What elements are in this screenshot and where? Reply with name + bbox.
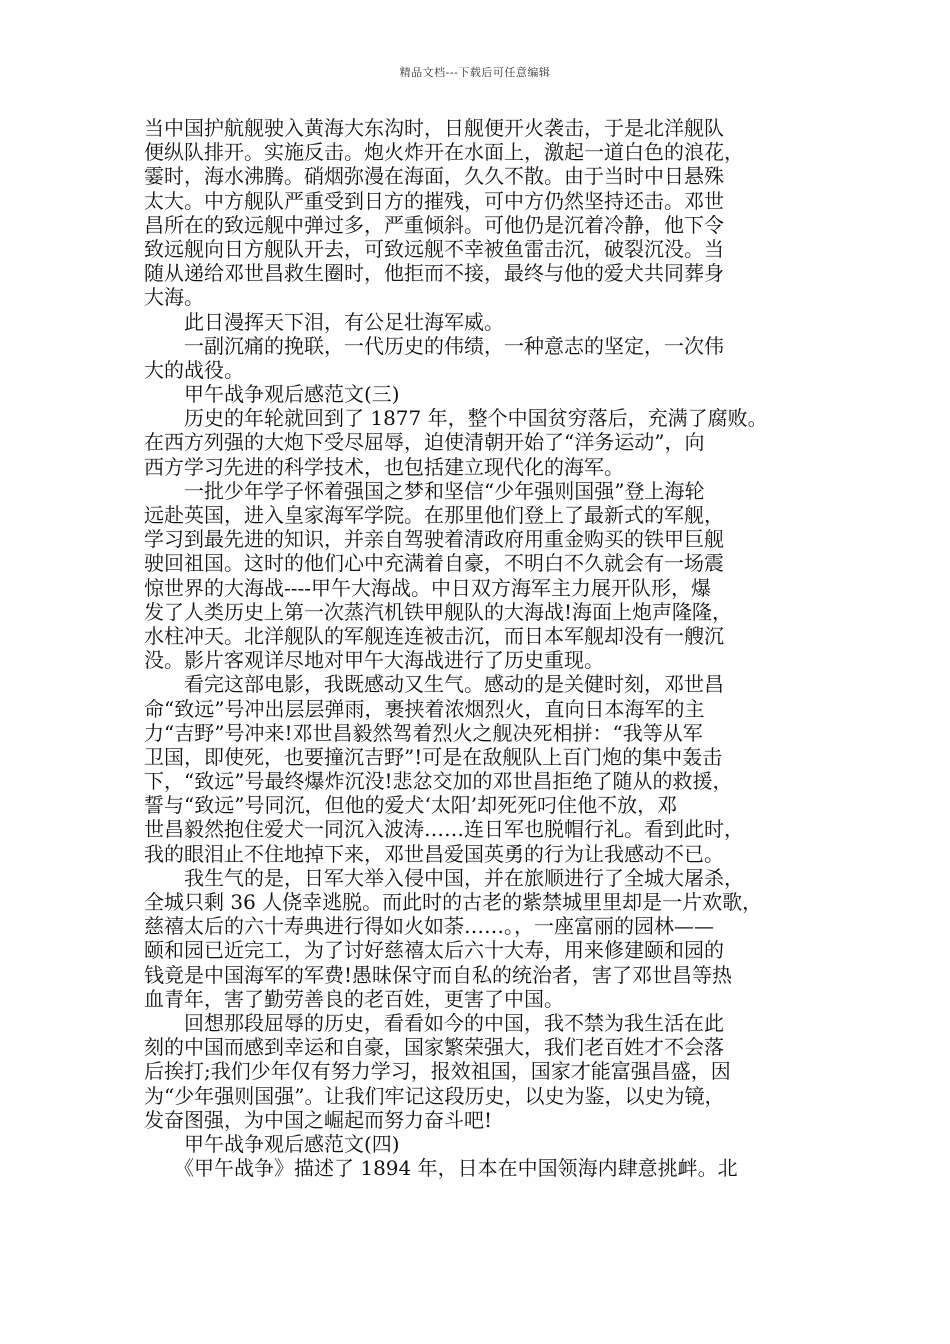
page-header: 精品文档---下载后可任意编辑 [399,66,551,79]
text-line: 刻的中国而感到幸运和自豪，国家繁荣强大，我们老百姓才不会落 [144,1035,724,1060]
text-line: 水柱冲天。北洋舰队的军舰连连被击沉，而日本军舰却没有一艘沉 [144,623,724,648]
text-line: 发了人类历史上第一次蒸汽机铁甲舰队的大海战!海面上炮声隆隆， [144,599,733,624]
text-line: 我生气的是，日军大举入侵中国，并在旅顺进行了全城大屠杀， [144,865,744,890]
text-line: 后挨打;我们少年仅有努力学习，报效祖国，国家才能富强昌盛，因 [144,1059,731,1084]
text-line: 发奋图强，为中国之崛起而努力奋斗吧! [144,1107,493,1132]
text-line: 回想那段屈辱的历史，看看如今的中国，我不禁为我生活在此 [144,1010,724,1035]
text-line: 学习到最先进的知识，并亲自驾驶着清政府用重金购买的铁甲巨舰 [144,527,724,552]
text-line: 下，“致远”号最终爆炸沉没!悲忿交加的邓世昌拒绝了随从的救援， [144,769,733,794]
text-line: 钱竟是中国海军的军费!愚昧保守而自私的统治者，害了邓世昌等热 [144,962,733,987]
document-body [144,116,804,1180]
text-line: 我的眼泪止不住地掉下来，邓世昌爱国英勇的行为让我感动不已。 [144,841,724,866]
text-line: 卫国，即使死，也要撞沉吉野”!可是在敌舰队上百门炮的集中轰击 [144,744,723,769]
text-line: 大的战役。 [144,357,244,382]
text-line: 便纵队排开。实施反击。炮火炸开在水面上，激起一道白色的浪花， [144,140,744,165]
text-line: 当中国护航舰驶入黄海大东沟时，日舰便开火袭击，于是北洋舰队 [144,116,724,140]
text-line: 一批少年学子怀着强国之梦和坚信“少年强则国强”登上海轮 [144,478,705,503]
text-line: 《甲午战争》描述了 1894 年，日本在中国领海内肆意挑衅。北 [144,1156,738,1181]
text-line: 霎时，海水沸腾。硝烟弥漫在海面，久久不散。由于当时中日悬殊 [144,164,724,189]
text-line: 颐和园已近完工，为了讨好慈禧太后六十大寿，用来修建颐和园的 [144,938,724,963]
text-line: 此日漫挥天下泪，有公足壮海军威。 [144,309,504,334]
text-line: 历史的年轮就回到了 1877 年，整个中国贫穷落后，充满了腐败。 [144,406,768,431]
text-line: 世昌毅然抱住爱犬一同沉入波涛……连日军也脱帽行礼。看到此时， [144,817,744,842]
text-line: 为“少年强则国强”。让我们牢记这段历史，以史为鉴，以史为镜， [144,1083,725,1108]
text-line: 看完这部电影，我既感动又生气。感动的是关健时刻，邓世昌 [144,672,724,697]
text-line: 随从递给邓世昌救生圈时，他拒而不接，最终与他的爱犬共同葬身 [144,261,724,286]
text-line: 在西方列强的大炮下受尽屈辱，迫使清朝开始了“洋务运动”，向 [144,430,705,455]
text-line: 驶回祖国。这时的他们心中充满着自豪，不明白不久就会有一场震 [144,551,724,576]
text-line: 西方学习先进的科学技术，也包括建立现代化的海军。 [144,454,624,479]
text-line: 力“吉野”号冲来!邓世昌毅然驾着烈火之舰决死相拼：“我等从军 [144,720,703,745]
text-line: 甲午战争观后感范文(三) [144,382,400,407]
text-line: 太大。中方舰队严重受到日方的摧残，可中方仍然坚持还击。邓世 [144,188,724,213]
text-line: 慈禧太后的六十寿典进行得如火如荼……。，一座富丽的园林—— [144,914,714,939]
text-line: 命“致远”号冲出层层弹雨，裹挟着浓烟烈火，直向日本海军的主 [144,696,705,721]
text-line: 没。影片客观详尽地对甲午大海战进行了历史重现。 [144,648,604,673]
text-line: 血青年，害了勤劳善良的老百姓，更害了中国。 [144,986,564,1011]
text-line: 大海。 [144,285,204,310]
text-line: 惊世界的大海战----甲午大海战。中日双方海军主力展开队形，爆 [144,575,712,600]
text-line: 远赴英国，进入皇家海军学院。在那里他们登上了最新式的军舰， [144,503,724,527]
text-line: 誓与“致远”号同沉，但他的爱犬‘太阳’却死死叼住他不放，邓 [144,793,678,818]
text-line: 甲午战争观后感范文(四) [144,1131,400,1156]
text-line: 一副沉痛的挽联，一代历史的伟绩，一种意志的坚定，一次伟 [144,333,724,358]
text-line: 致远舰向日方舰队开去，可致远舰不幸被鱼雷击沉，破裂沉没。当 [144,236,724,261]
text-line: 昌所在的致远舰中弹过多，严重倾斜。可他仍是沉着冷静，他下令 [144,212,724,237]
text-line: 全城只剩 36 人侥幸逃脱。而此时的古老的紫禁城里里却是一片欢歌， [144,890,763,914]
